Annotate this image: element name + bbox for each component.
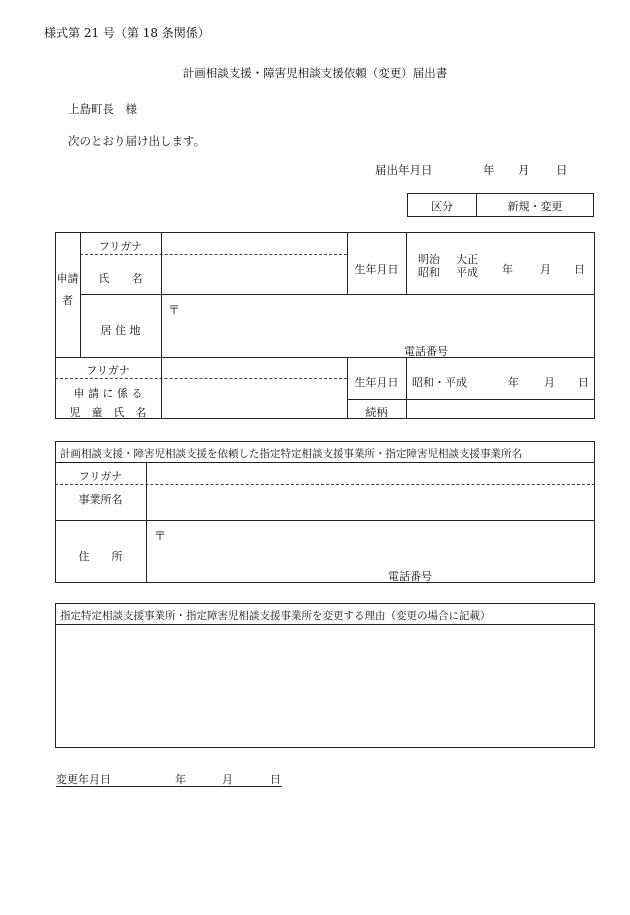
change-date-underline (56, 786, 282, 787)
child-label-line2: 児 童 氏 名 (69, 406, 147, 419)
change-date-day: 日 (270, 773, 281, 786)
notification-date-day: 日 (556, 163, 568, 177)
category-label: 区分 (431, 200, 453, 213)
office-header: 計画相談支援・障害児相談支援を依頼した指定特定相談支援事業所・指定障害児相談支援事業所名 (60, 448, 522, 460)
intro-text: 次のとおり届け出します。 (68, 134, 206, 148)
applicant-postal-mark: 〒 (168, 303, 181, 317)
child-dob-month: 月 (544, 376, 555, 389)
change-date-label: 変更年月日 (56, 773, 111, 786)
office-furigana-label: フリガナ (78, 470, 123, 483)
change-date-year: 年 (175, 773, 186, 786)
applicant-dob-label: 生年月日 (354, 263, 399, 276)
child-dob-year: 年 (508, 376, 519, 389)
notification-date-month: 月 (518, 163, 530, 177)
era-heisei[interactable]: 平成 (456, 266, 478, 279)
page-title: 計画相談支援・障害児相談支援依頼（変更）届出書 (182, 66, 448, 80)
addressee: 上島町長 様 (68, 102, 137, 116)
applicant-section-label: 申請者 (56, 272, 79, 307)
child-label-line1: 申 請 に 係 る (73, 387, 143, 400)
reason-header: 指定特定相談支援事業所・指定障害児相談支援事業所を変更する理由（変更の場合に記載） (60, 610, 491, 622)
form-number: 様式第 21 号（第 18 条関係） (44, 26, 210, 40)
change-date-month: 月 (222, 773, 233, 786)
applicant-dob-month: 月 (540, 263, 551, 276)
applicant-furigana-label: フリガナ (98, 240, 143, 253)
office-postal-mark: 〒 (154, 529, 167, 543)
applicant-dob-day: 日 (574, 263, 585, 276)
notification-date-year: 年 (483, 163, 495, 177)
category-value[interactable]: 新規・変更 (507, 200, 563, 213)
child-dob-label: 生年月日 (354, 376, 399, 389)
child-dob-day: 日 (578, 376, 589, 389)
applicant-dob-year: 年 (502, 263, 513, 276)
applicant-phone-label: 電話番号 (404, 345, 448, 358)
applicant-address-label: 居 住 地 (100, 324, 141, 337)
office-phone-label: 電話番号 (388, 570, 432, 583)
notification-date-label: 届出年月日 (375, 163, 433, 177)
child-relationship-label: 続柄 (365, 406, 388, 419)
office-address-label: 住 所 (78, 550, 123, 563)
office-name-label: 事業所名 (78, 493, 123, 506)
era-showa[interactable]: 昭和 (418, 266, 440, 279)
era-taisho[interactable]: 大正 (456, 253, 478, 266)
child-eras[interactable]: 昭和・平成 (412, 376, 467, 389)
era-meiji[interactable]: 明治 (418, 253, 440, 266)
applicant-name-label: 氏 名 (98, 272, 143, 285)
child-furigana-label: フリガナ (86, 364, 130, 377)
